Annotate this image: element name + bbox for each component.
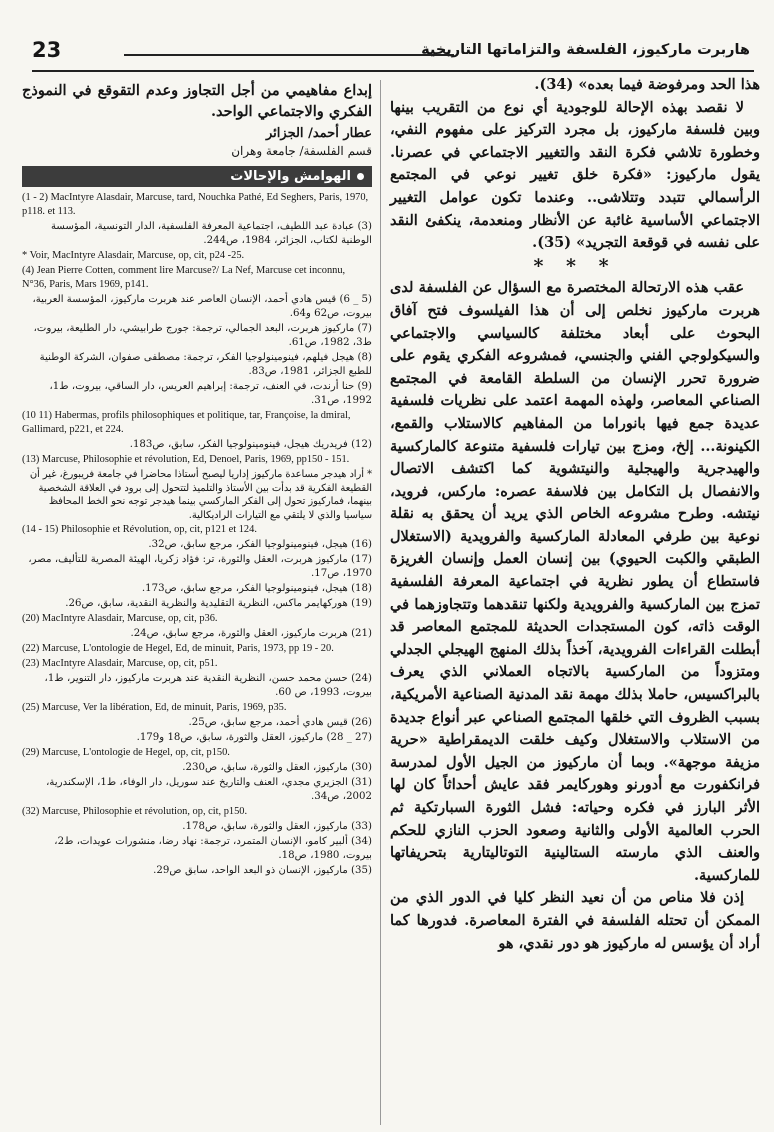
author-name: عطار أحمد/ الجزائر — [266, 126, 372, 141]
footnote-item: (13) Marcuse, Philosophie et révolution, Ed, Denoel, Paris, 1969, pp150 - 151. — [22, 454, 350, 465]
footnote-item: (14 - 15) Philosophie et Révolution, op, cit, p121 et 124. — [22, 524, 257, 535]
footnote-item: (29) Marcuse, L'ontologie de Hegel, op, cit, p150. — [22, 747, 230, 758]
footnote-item: (5 _ 6) قيس هادي أحمد، الإنسان العاصر عند هربرت ماركيوز، المؤسسة العربية، بيروت، ص62 و64. — [32, 294, 372, 319]
notes-heading: الهوامش والإحالات — [230, 169, 351, 184]
footnotes-list — [22, 191, 372, 878]
notes-column — [22, 80, 372, 1130]
footnote-item: (12) فريدريك هيجل، فينومينولوجيا الفكر، سابق، ص183. — [129, 439, 372, 450]
footnote-item: (27 _ 28) ماركيوز، العقل والثورة، سابق، ص18 و179. — [136, 732, 372, 743]
footnote-item: (10 11) Habermas, profils philosophiques et politique, tar, Françoise, la dmiral, Gallimard, p221, et 224. — [22, 410, 351, 435]
footnote-item: (16) هيجل، فينومينولوجيا الفكر، مرجع سابق، ص32. — [148, 539, 372, 550]
column-divider — [380, 80, 381, 1125]
footnote-item: (1 - 2) MacIntyre Alasdair, Marcuse, tard, Nouchka Pathé, Ed Seghers, Paris, 1970, p118. et 113. — [22, 192, 369, 217]
footnote-item: * أراد هيدجر مساعدة ماركيوز إداريا ليصبح أستاذا محاضرا في جامعة فريبورغ، غير أن القطيعة الفكرية قد بدأت بين الأستاذ والتلميذ لتتحول إلى برود في العلاقة الشخصية بينهما، فماركيوز تحول إلى الفكر الماركسي بينما هيدجر توجه نحو الخط المحافظ سياسيا والذي لا يلتقي مع التيارات الراديكالية. — [29, 469, 372, 521]
paragraph-conclusion: عقب هذه الارتحالة المختصرة مع السؤال عن الفلسفة لدى هربرت ماركيوز نخلص إلى أن هذا الفيلسوف فتح آفاق البحوث على أبعاد مختلفة كالسياسي والاجتماعي والسيكولوجي الفني والجنسي، فمشروعه الفكري يقوم على ضرورة تحرر الإنسان من السلطة القامعة في المجتمع الصناعي المعاصر، ولهذه المهمة اعتمد على نظريات فلسفية عديدة جمع فيها بانوراما من المفاهيم كالاستلاب والقمع، الكينونة... إلخ، ومزج بين تيارات فلسفية متنوعة كالماركسية والهيدجرية والهيجلية والنيتشوية كما اكتشف الاتصال والانفصال بل التكامل بين فلاسفة عصره: ماركس، فرويد، نيتشه. وطرح مشروعه الخاص الذي يريد أن يحقق به نقلة نوعية بين طرفي المعادلة الماركسية والفرويدية (الاستغلال الطبقي والكبت الحيوي) بين إنسان العمل وإنسان الغريزة فاستطاع أن يطور نظرية في اجتماعية المعرفة الفلسفية تمزج بين الماركسية والفرويدية ولكنها تنقدهما وتتجاوزهما في الوقت ذاته، كون المستجدات الحديثة للمجتمع المعاصر قد أبطلت القراءات الفرويدية، آخذاً بذلك المنهج الهيجلي الجدلي ومتزوداً من الماركسية بالاتجاه العملاني الذي يعرف بالبراكسيس، حاملا بذلك مهمة نقد المدنية الصناعية الأمريكية، بسبب الظروف التي خلقها المجتمع الصناعي عبر أنواع جديدة من الاستلاب والاستغلال وكيف خلقت الديمقراطية «حرية مزيفة موجهة». وبما أن ماركيوز من الجيل الأول لمدرسة فرانكفورت مع أدورنو وهوركايمر فقد عايش أحداثاً كان لها الأثر البارز في فكره وحياته: فشل الثورة السبارتكية ثم الحرب العالمية الأولى والثانية وصعود الحزب النازي للحكم والعنف الذي مارسته الستالينية التوتاليتارية بتحريفاتها للماركسية. — [390, 279, 760, 884]
footnote-item: (30) ماركيوز، العقل والثورة، سابق، ص230. — [182, 762, 372, 773]
main-text-column — [390, 74, 760, 1129]
paragraph-existentialism: لا نقصد بهذه الإحالة للوجودية أي نوع من التقريب بينها وبين فلسفة ماركيوز، بل مجرد التركيز على مفهوم النفي، وخطورة تلاشي فكرة النقد والتغيير الاجتماعي في عصرنا. يقول ماركيوز: «فكرة خلق تغيير نوعي في المجتمع الرأسمالي تتبدد وتتلاشى.. وعندما تكون عوامل التغيير الاجتماعي الأساسية غائبة عن الأنظار ومنعدمة، ينكفئ النقد على نفسه في قوقعة التجريد» (35). — [390, 98, 760, 252]
running-title: هاربرت ماركيوز، الفلسفة والتزاماتها التاريخية — [421, 42, 750, 58]
footnote-item: (7) ماركيوز هربرت، البعد الجمالي، ترجمة: جورج طرابيشي، دار الطليعة، بيروت، ط3، 1982، ص61. — [33, 323, 372, 348]
footnote-item: (4) Jean Pierre Cotten, comment lire Marcuse?/ La Nef, Marcuse cet inconnu, N°36, Paris, Mars 1969, p141. — [22, 265, 346, 290]
footnote-item: (18) هيجل، فينومينولوجيا الفكر، مرجع سابق، ص173. — [141, 583, 372, 594]
footnote-item: * Voir, MacIntyre Alasdair, Marcuse, op, cit, p24 -25. — [22, 250, 245, 261]
footnote-item: (9) حنا أرندت، في العنف، ترجمة: إبراهيم العريس، دار الساقي، بيروت، ط1، 1992، ص31. — [49, 381, 372, 406]
footnote-item: (33) ماركيوز، العقل والثورة، سابق، ص178. — [182, 821, 372, 832]
bullet-icon — [357, 173, 364, 180]
paragraph-final: إذن فلا مناص من أن نعيد النظر كليا في الدور الذي من الممكن أن تحتله الفلسفة في الفترة المعاصرة. فدورها كما أراد أن يؤسس له ماركيوز هو دور نقدي، هو — [390, 889, 760, 952]
header-rule — [124, 54, 454, 56]
author-department: قسم الفلسفة/ جامعة وهران — [231, 144, 372, 158]
footnote-item: (17) ماركيوز هربرت، العقل والثورة، تر: فؤاد زكريا، الهيئة المصرية للتأليف، مصر، 1970، ص17. — [28, 554, 372, 579]
header-underline — [32, 70, 754, 72]
closing-sentence: إبداع مفاهيمي من أجل التجاوز وعدم التقوقع في النموذج الفكري والاجتماعي الواحد. — [22, 82, 372, 120]
page-number: 23 — [32, 38, 62, 62]
footnote-item: (23) MacIntyre Alasdair, Marcuse, op, cit, p51. — [22, 658, 218, 669]
footnote-item: (24) حسن محمد حسن، النظرية النقدية عند هربرت ماركيوز، دار التنوير، ط1، بيروت، 1993، ص 60. — [44, 673, 372, 698]
section-separator: * * * — [533, 254, 617, 277]
footnote-item: (35) ماركيوز، الإنسان ذو البعد الواحد، سابق ص29. — [153, 865, 372, 876]
footnote-item: (26) قيس هادي أحمد، مرجع سابق، ص25. — [188, 717, 372, 728]
page-header — [32, 38, 754, 72]
notes-heading-banner — [22, 166, 372, 187]
footnote-item: (20) MacIntyre Alasdair, Marcuse, op, cit, p36. — [22, 613, 218, 624]
footnote-item: (21) هربرت ماركيوز، العقل والثورة، مرجع سابق، ص24. — [130, 628, 372, 639]
footnote-item: (34) ألبير كامو، الإنسان المتمرد، ترجمة: نهاد رضا، منشورات عويدات، ط2، بيروت، 1980، ص18. — [54, 836, 372, 861]
paragraph-quote-end: هذا الحد ومرفوضة فيما بعده» (34). — [534, 76, 760, 93]
footnote-item: (19) هوركهايمر ماكس، النظرية التقليدية والنظرية النقدية، سابق، ص26. — [65, 598, 372, 609]
footnote-item: (22) Marcuse, L'ontologie de Hegel, Ed, de minuit, Paris, 1973, pp 19 - 20. — [22, 643, 334, 654]
footnote-item: (8) هيجل فيلهم، فينومينولوجيا الفكر، ترجمة: مصطفى صفوان، الشركة الوطنية للطبع الجزائر، 1981، ص83. — [39, 352, 372, 377]
footnote-item: (25) Marcuse, Ver la libération, Ed, de minuit, Paris, 1969, p35. — [22, 702, 287, 713]
footnote-item: (3) عبادة عبد اللطيف، اجتماعية المعرفة الفلسفية، الدار التونسية، المؤسسة الوطنية لكتاب، الجزائر، 1984، ص244. — [50, 221, 372, 246]
footnote-item: (32) Marcuse, Philosophie et révolution, op, cit, p150. — [22, 806, 248, 817]
footnote-item: (31) الجزيري مجدي، العنف والتاريخ عند سوريل، دار الوفاء، ط1، الإسكندرية، 2002، ص34. — [46, 777, 372, 802]
